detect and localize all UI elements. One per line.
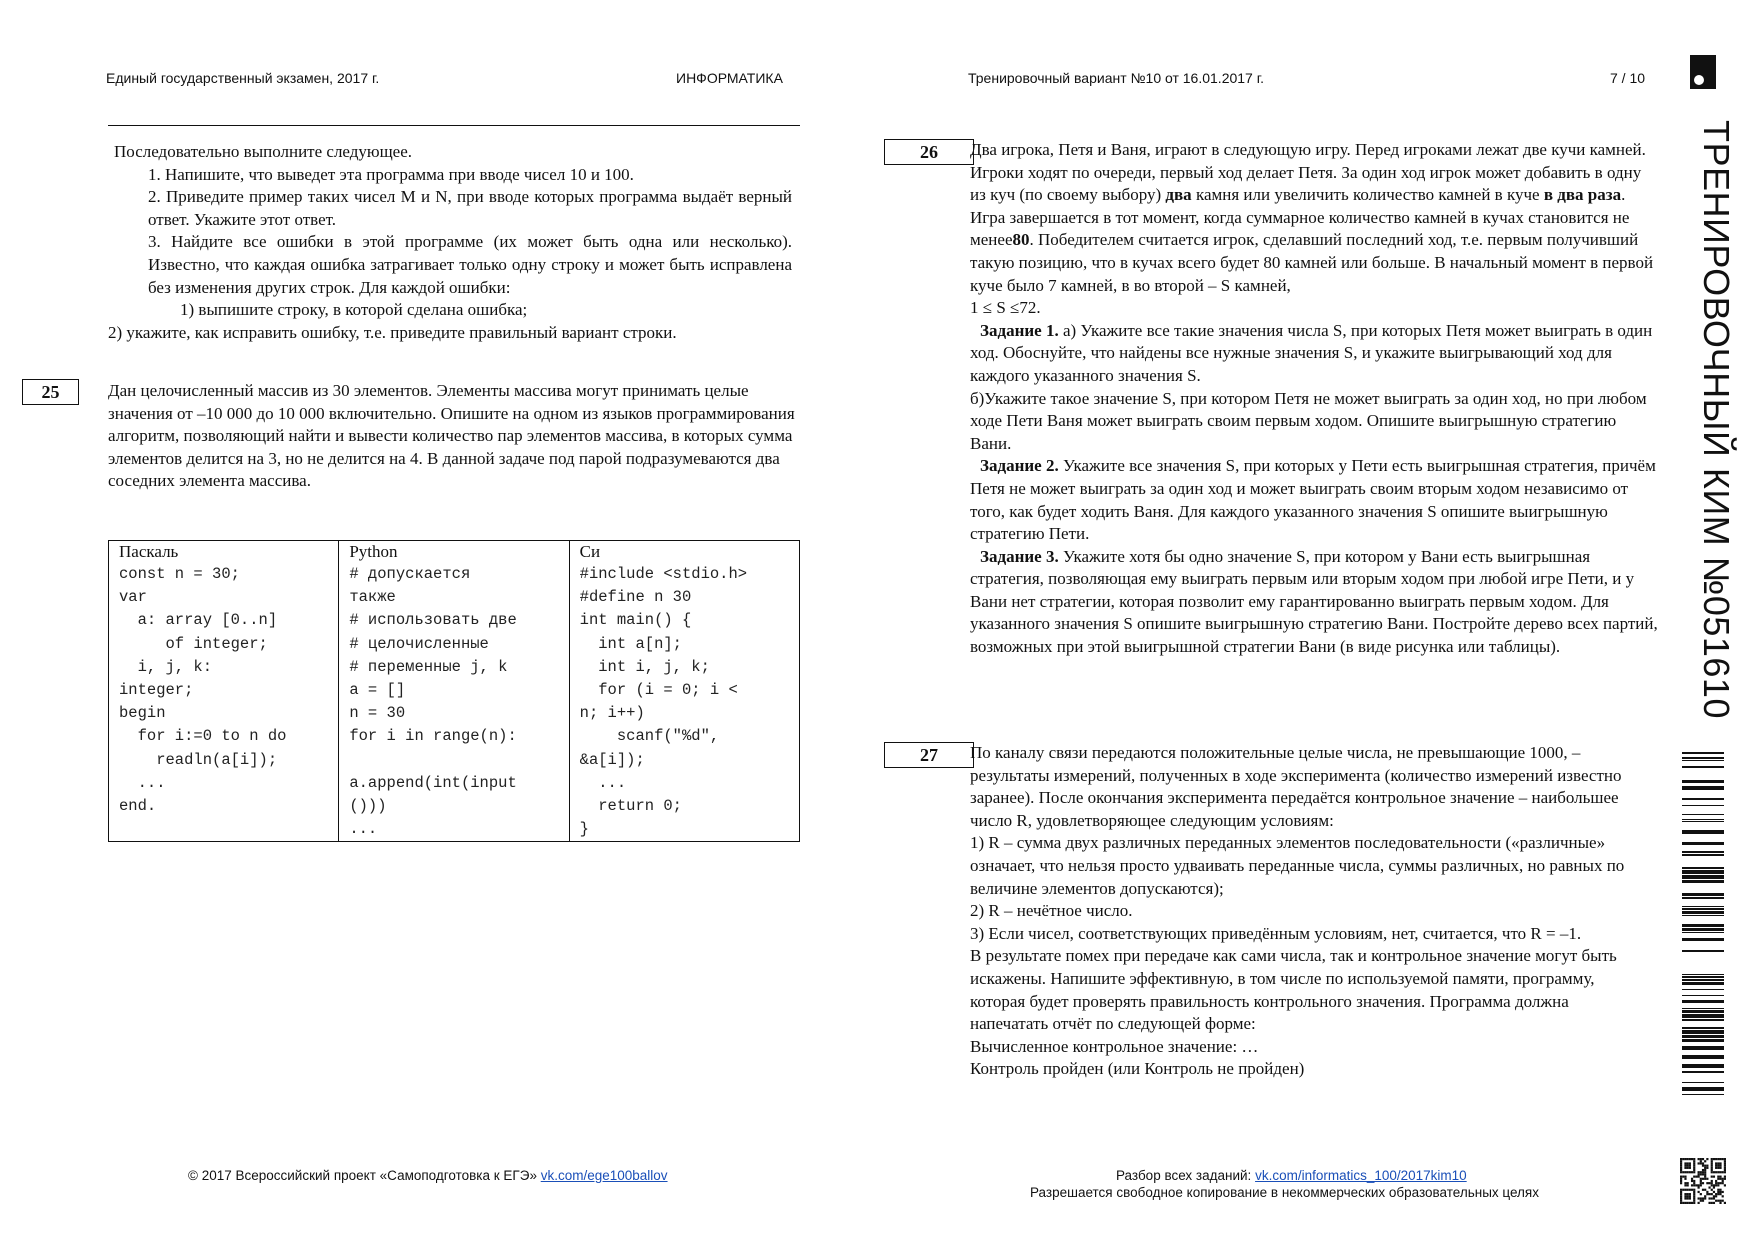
column-header: Паскаль: [119, 542, 179, 561]
task26-intro-a: Два игрока, Петя и Ваня, играют в следующую игру. Перед игроками лежат две кучи камней. Игроки ходят по очереди, первый ход делает Петя. За один ход игрок может добавить в одну из куч (по своему выбору): [970, 140, 1646, 205]
task26-text: [970, 139, 1660, 659]
code-line: scanf("%d",: [579, 727, 720, 746]
code-line: for i:=0 to n do: [119, 727, 287, 746]
intro-sub1: 1) выпишите строку, в которой сделана ошибка;: [180, 300, 528, 320]
task27-c2: 2) R – нечётное число.: [970, 901, 1133, 921]
task26-z3-text: Укажите хотя бы одно значение S, при котором у Вани есть выигрышная стратегия, позволяющая ему выиграть первым или вторым ходом при любой игре Пети, и у Вани нет стратегии, которая позволит ему гарантированно выиграть первым ходом. Для указанного значения S опишите выигрышную стратегию Вани. Постройте дерево всех партий, возможных при этой выигрышной стратегии Вани (в виде рисунка или таблицы).: [970, 546, 1658, 657]
task26-z2-label: Задание 2.: [980, 456, 1059, 476]
task27-p1: По каналу связи передаются положительные целые числа, не превышающие 1000, – результаты измерений, полученных в ходе эксперимента (количество измерений известно заранее). После окончания эксперимента передаётся контрольное значение – наибольшее число R, удовлетворяющее следующим условиям:: [970, 743, 1622, 830]
code-column-python: [339, 541, 569, 842]
code-line: int i, j, k;: [579, 657, 710, 676]
code-line: [349, 749, 568, 772]
task26-bold-double: в два раза: [1543, 185, 1622, 205]
task25-text: Дан целочисленный массив из 30 элементов. Элементы массива могут принимать целые значения от –10 000 до 10 000 включительно. Опишите на одном из языков программирования алгоритм, позволяющий найти и вывести количество пар элементов массива, в которых сумма элементов делится на 3, но не делится на 4. В данной задаче под парой подразумеваются два соседних элемента массива.: [108, 381, 795, 491]
code-line: for i in range(n):: [349, 727, 517, 746]
code-line: var: [119, 588, 147, 607]
footer-copy-notice: Разрешается свободное копирование в некоммерческих образовательных целях: [1030, 1185, 1539, 1200]
task26-bold-two: два: [1165, 185, 1192, 205]
code-line: for (i = 0; i <: [579, 681, 738, 700]
code-line: ...: [579, 773, 627, 792]
task-number-27: 27: [884, 742, 974, 768]
task26-intro-e: . Победителем считается игрок, сделавший последний ход, т.е. первым получивший такую позицию, что в кучах всего будет 80 камней или больше. В начальный момент в первой куче было 7 камней, в во второй – S камней,: [970, 230, 1654, 295]
footer-right-link[interactable]: vk.com/informatics_100/2017kim10: [1255, 1168, 1467, 1183]
code-line: ())): [349, 797, 387, 816]
task26-z2-text: Укажите все значения S, при которых у Пети есть выигрышная стратегия, причём Петя не может выиграть за один ход и может выиграть своим вторым ходом независимо от того, как будет ходить Ваня. Для каждого указанного значения S опишите выигрышную стратегию Пети.: [970, 456, 1656, 544]
code-line: a = []: [349, 681, 406, 700]
column-header: Python: [349, 542, 398, 561]
code-line: a: array [0..n]: [119, 611, 278, 630]
corner-mark-icon: [1690, 55, 1716, 89]
task26-z3-label: Задание 3.: [980, 546, 1059, 566]
code-line: #include <stdio.h>: [579, 565, 748, 583]
vertical-title: ТРЕНИРОВОЧНЫЙ КИМ №051610: [1696, 120, 1737, 719]
code-line: i, j, k:: [119, 657, 213, 676]
header-variant: Тренировочный вариант №10 от 16.01.2017 г.: [968, 70, 1265, 86]
task27-p2: В результате помех при передаче как сами числа, так и контрольное значение могут быть искажены. Напишите эффективную, в том числе по используемой памяти, программу, которая будет проверять правильность контрольного значения. Программа должна напечатать отчёт по следующей форме:: [970, 946, 1617, 1034]
code-line: #define n 30: [579, 588, 692, 607]
code-line: # целочисленные: [349, 634, 489, 653]
task26-z1-text: а) Укажите все такие значения числа S, при которых Петя может выиграть в один ход. Обоснуйте, что найдены все нужные значения S, и укажите выигрывающий ход для каждого указанного значения S.: [970, 320, 1653, 385]
vertical-title-wrap: [1667, 120, 1737, 720]
code-line: # переменные j, k: [349, 657, 508, 676]
code-line: readln(a[i]);: [119, 750, 278, 769]
task26-z1-label: Задание 1.: [980, 320, 1059, 340]
code-line: int main() {: [579, 611, 692, 630]
task26-z3: [970, 546, 1660, 659]
task26-z2: [970, 455, 1660, 545]
task26-intro-c: камня или увеличить количество камней в куче: [1191, 185, 1544, 205]
code-column-c: [569, 541, 799, 842]
task27-out1: Вычисленное контрольное значение: …: [970, 1036, 1259, 1056]
header-subject: ИНФОРМАТИКА: [676, 70, 783, 86]
footer-right-text: Разбор всех заданий:: [1116, 1168, 1256, 1183]
footer-right: [1116, 1168, 1467, 1183]
code-line: n; i++): [579, 704, 645, 723]
code-column-pascal: [109, 541, 339, 842]
task-number-26: 26: [884, 139, 974, 165]
footer-left-text: © 2017 Всероссийский проект «Самоподготовка к ЕГЭ»: [188, 1168, 541, 1183]
header-exam: Единый государственный экзамен, 2017 г.: [106, 70, 380, 86]
task27-c1: 1) R – сумма двух различных переданных элементов последовательности («различные» означает, что нельзя просто удваивать переданные числа, суммы различных, но равных по величине элементов допускаются);: [970, 833, 1625, 898]
task27-text: [970, 742, 1640, 1081]
code-line: int a[n];: [579, 634, 682, 653]
code-line: return 0;: [579, 797, 682, 816]
task26-z1: [970, 320, 1660, 388]
qr-code-icon: [1680, 1158, 1726, 1204]
code-line: также: [349, 588, 396, 607]
code-line: integer;: [119, 681, 194, 700]
code-table: [108, 540, 800, 842]
code-line: ...: [119, 773, 166, 792]
task26-bold-80: 80: [1012, 230, 1030, 250]
code-line: # допускается: [349, 565, 471, 583]
code-line: ...: [349, 820, 378, 839]
code-line: n = 30: [349, 704, 406, 723]
code-line: begin: [119, 704, 166, 723]
code-line: of integer;: [119, 634, 268, 653]
header-page: 7 / 10: [1610, 70, 1646, 86]
code-line: const n = 30;: [119, 565, 240, 583]
intro-sub2: 2) укажите, как исправить ошибку, т.е. приведите правильный вариант строки.: [108, 322, 677, 342]
intro-item2: 2. Приведите пример таких чисел M и N, при вводе которых программа выдаёт верный ответ. Укажите этот ответ.: [148, 187, 792, 229]
header-rule: [108, 125, 800, 126]
task27-c3: 3) Если чисел, соответствующих приведённым условиям, нет, считается, что R = –1.: [970, 923, 1582, 943]
code-line: # использовать две: [349, 611, 517, 630]
footer-left-link[interactable]: vk.com/ege100ballov: [540, 1168, 668, 1183]
intro-item1: 1. Напишите, что выведет эта программа при вводе чисел 10 и 100.: [148, 164, 634, 184]
task24-continuation: [108, 141, 792, 344]
task26-intro-d: . Игра завершается в тот момент, когда суммарное количество камней в кучах становится не менее: [970, 185, 1630, 250]
column-header: Си: [579, 542, 601, 561]
task26-intro: [970, 139, 1660, 297]
barcode-icon: [1682, 752, 1724, 1098]
code-line: }: [579, 820, 589, 839]
task26-range: 1 ≤ S ≤72.: [970, 298, 1041, 318]
intro-lead: Последовательно выполните следующее.: [114, 142, 413, 161]
code-line: end.: [119, 797, 157, 816]
code-line: a.append(int(input: [349, 773, 517, 792]
footer-left: [188, 1168, 668, 1183]
task-number-25: 25: [22, 379, 79, 405]
code-line: &a[i]);: [579, 750, 645, 769]
intro-item3: 3. Найдите все ошибки в этой программе (их может быть одна или несколько). Известно, что каждая ошибка затрагивает только одну строку и может быть исправлена без изменения других строк. Для каждой ошибки:: [148, 232, 792, 297]
task26-z1b: б)Укажите такое значение S, при котором Петя не может выиграть за один ход, но при любом ходе Пети Ваня может выиграть своим первым ходом. Опишите выигрышную стратегию Вани.: [970, 388, 1647, 453]
task27-out2: Контроль пройден (или Контроль не пройден): [970, 1059, 1305, 1079]
